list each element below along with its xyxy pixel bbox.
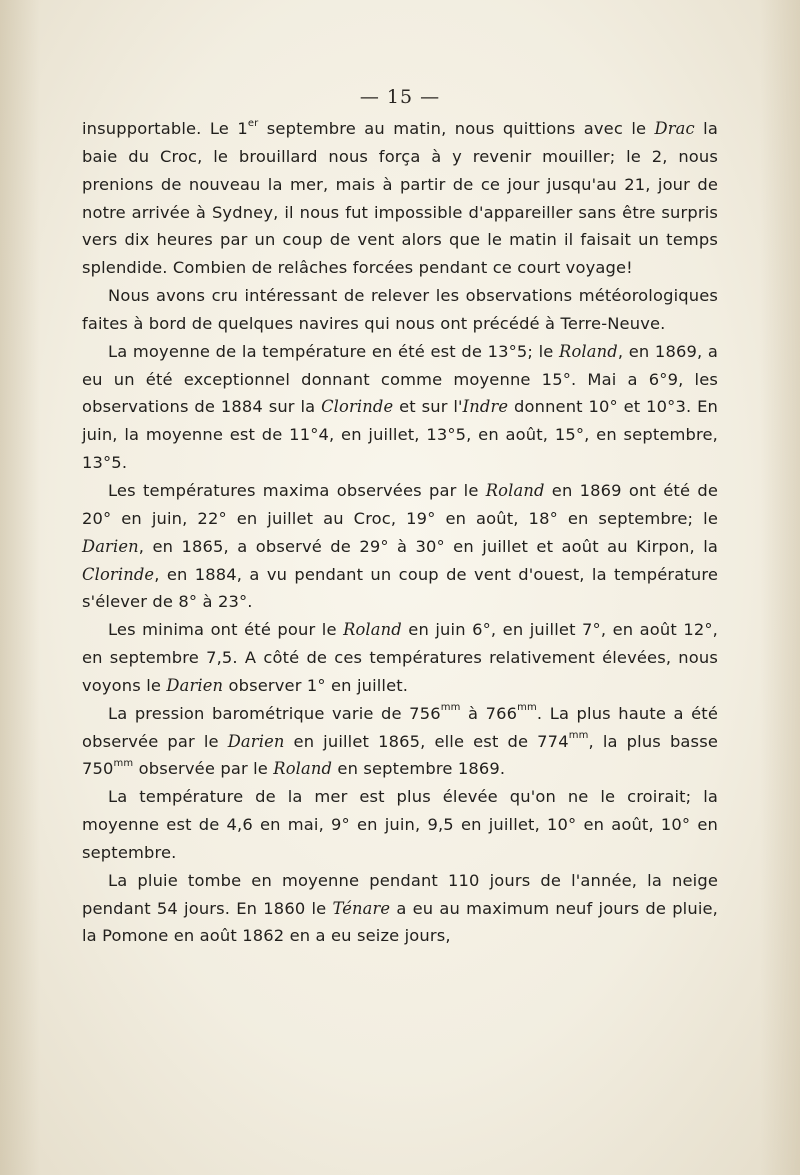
text-run: La température de la mer est plus élevée qu'on ne le croirait; la moyenne est de 4,6 en mai, 9° en juin, 9,5 en juillet, 10° en août, 10° en septembre. xyxy=(82,787,718,862)
ship-name: Ténare xyxy=(332,898,391,918)
text-run: observer 1° en juillet. xyxy=(223,675,409,695)
superscript: mm xyxy=(440,702,461,714)
text-run: , en 1884, a vu pendant un coup de vent d'ouest, la température s'élever de 8° à 23°. xyxy=(82,564,718,612)
paragraph xyxy=(82,477,718,616)
text-run: la baie du Croc, le brouillard nous força à y revenir mouiller; le 2, nous prenions de nouveau la mer, mais à partir de ce jour jusqu'au 21, jour de notre arrivée à Sydney, il nous fut impossible d'appareiller sans être surpris vers dix heures par un coup de vent alors que le matin il faisait un temps splendide. Combien de relâches forcées pendant ce court voyage! xyxy=(82,119,718,278)
text-run: en 1869 ont été de 20° en juin, 22° en juillet au Croc, 19° en août, 18° en septembre; le xyxy=(82,480,718,528)
ship-name: Darien xyxy=(166,675,224,695)
ship-name: Darien xyxy=(227,731,285,751)
text-run: La pression barométrique varie de 756 xyxy=(108,703,441,723)
text-run: , en 1869, a eu un été exceptionnel donnant comme moyenne 15°. Mai a 6°9, les observations de 1884 sur la xyxy=(82,341,718,417)
text-run: en juin 6°, en juillet 7°, en août 12°, en septembre 7,5. A côté de ces températures relativement élevées, nous voyons le xyxy=(82,620,718,695)
paragraph xyxy=(82,700,718,784)
page-edge-shadow-right xyxy=(760,0,800,1175)
ship-name: Drac xyxy=(654,119,695,138)
paragraph xyxy=(82,115,718,282)
paragraph xyxy=(82,867,718,951)
body-text xyxy=(82,115,718,950)
ship-name: Darien xyxy=(82,536,139,556)
text-run: observée par le xyxy=(133,759,274,779)
text-run: Nous avons cru intéressant de relever les observations météorologiques faites à bord de quelques navires qui nous ont précédé à Terre-Neuve. xyxy=(82,286,718,333)
page-number: — 15 — xyxy=(359,86,441,108)
text-run: en juillet 1865, elle est de 774 xyxy=(284,731,569,751)
text-run: La moyenne de la température en été est de 13°5; le xyxy=(108,341,560,361)
text-run: Les températures maxima observées par le xyxy=(108,480,486,500)
text-run: insupportable. Le 1 xyxy=(82,119,248,138)
superscript: er xyxy=(247,117,259,129)
text-run: en septembre 1869. xyxy=(332,759,506,779)
text-run: , en 1865, a observé de 29° à 30° en juillet et août au Kirpon, la xyxy=(138,536,718,556)
text-run: Les minima ont été pour le xyxy=(108,620,344,640)
text-run: à 766 xyxy=(460,703,518,723)
text-run: septembre au matin, nous quittions avec le xyxy=(258,119,655,138)
ship-name: Roland xyxy=(485,480,545,500)
page-edge-shadow-left xyxy=(0,0,40,1175)
paragraph xyxy=(82,616,718,700)
superscript: mm xyxy=(517,702,537,714)
ship-name: Clorinde xyxy=(82,564,155,584)
ship-name: Roland xyxy=(559,341,618,361)
text-run: a eu au maximum neuf jours de pluie, la Pomone en août 1862 en a eu seize jours, xyxy=(82,898,718,946)
ship-name: Clorinde xyxy=(321,397,394,417)
text-run: donnent 10° et 10°3. En juin, la moyenne est de 11°4, en juillet, 13°5, en août, 15°, en septembre, 13°5. xyxy=(82,397,719,473)
text-run: , la plus basse 750 xyxy=(82,731,718,779)
text-run: La pluie tombe en moyenne pendant 110 jours de l'année, la neige pendant 54 jours. En 1860 le xyxy=(82,870,718,918)
paragraph xyxy=(82,338,718,477)
ship-name: Roland xyxy=(273,759,333,779)
text-run: . La plus haute a été observée par le xyxy=(82,703,718,751)
superscript: mm xyxy=(568,730,589,742)
text-run: et sur l' xyxy=(393,397,463,417)
paragraph xyxy=(82,783,718,867)
paragraph xyxy=(82,282,718,338)
ship-name: Roland xyxy=(343,620,402,640)
superscript: mm xyxy=(113,757,134,769)
ship-name: Indre xyxy=(462,397,509,417)
